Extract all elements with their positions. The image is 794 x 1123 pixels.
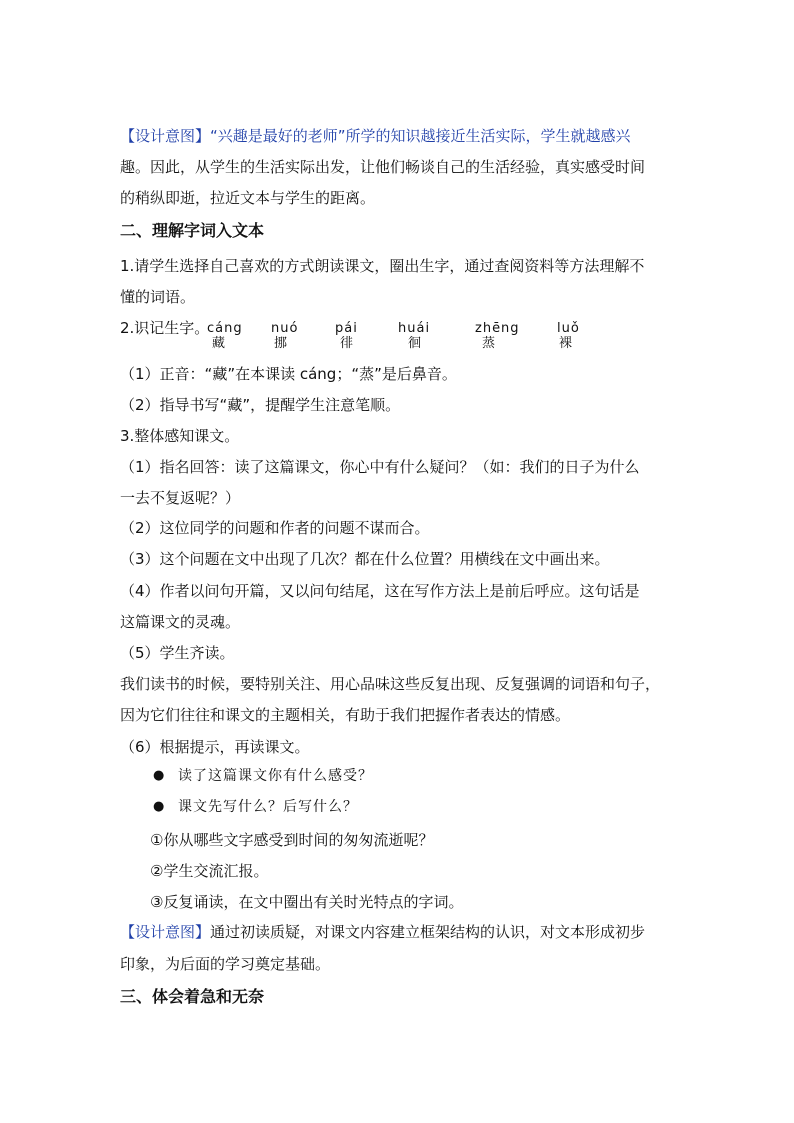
question-4-line-1: （4）作者以问句开篇，又以问句结尾，这在写作方法上是前后呼应。这句话是: [120, 582, 640, 600]
design-intent-tag: 【设计意图】: [120, 923, 211, 941]
question-6: （6）根据提示，再读课文。: [120, 738, 310, 756]
bullet-item-2: 课文先写什么？后写什么？: [178, 799, 358, 815]
note-2: （2）指导书写“藏”，提醒学生注意笔顺。: [120, 396, 401, 414]
section-heading-3: 三、体会着急和无奈: [120, 987, 265, 1006]
design-intent-2-line-2: 印象，为后面的学习奠定基础。: [120, 955, 331, 973]
reading-tip-line-1: 我们读书的时候，要特别关注、用心品味这些反复出现、反复强调的词语和句子，: [120, 675, 661, 693]
pinyin-pai: pái: [335, 321, 358, 336]
step-2: 2.识记生字。: [120, 319, 210, 337]
question-5: （5）学生齐读。: [120, 644, 235, 662]
pinyin-luo: luǒ: [557, 321, 580, 336]
char-pai: 徘: [340, 336, 354, 351]
char-zheng: 蒸: [482, 336, 496, 351]
circled-item-3: ③反复诵读，在文中圈出有关时光特点的字词。: [150, 893, 464, 911]
char-nuo: 挪: [274, 336, 288, 351]
reading-tip-line-2: 因为它们往往和课文的主题相关，有助于我们把握作者表达的情感。: [120, 706, 571, 724]
design-intent-tag: 【设计意图】: [120, 127, 211, 145]
design-intent-1-line-1: [120, 126, 631, 146]
char-cang: 藏: [212, 336, 226, 351]
question-1-line-1: （1）指名回答：读了这篇课文，你心中有什么疑问？（如：我们的日子为什么: [120, 458, 640, 476]
pinyin-cang: cáng: [207, 321, 243, 336]
step-1-line-1: 1.请学生选择自己喜欢的方式朗读课文，圈出生字，通过查阅资料等方法理解不: [120, 257, 645, 275]
bullet-dot: ●: [153, 768, 165, 783]
char-huai: 徊: [408, 336, 422, 351]
question-3: （3）这个问题在文中出现了几次？都在什么位置？用横线在文中画出来。: [120, 550, 610, 568]
question-2: （2）这位同学的问题和作者的问题不谋而合。: [120, 519, 430, 537]
pinyin-zheng: zhēng: [475, 321, 520, 336]
bullet-dot: ●: [153, 799, 165, 814]
design-intent-text: 通过初读质疑，对课文内容建立框架结构的认识，对文本形成初步: [210, 923, 646, 941]
design-intent-1-line-3: 的稍纵即逝，拉近文本与学生的距离。: [120, 189, 376, 207]
bullet-item-1: 读了这篇课文你有什么感受？: [178, 768, 373, 784]
pinyin-nuo: nuó: [271, 321, 299, 336]
design-intent-text: “兴趣是最好的老师”所学的知识越接近生活实际，学生就越感兴: [210, 127, 631, 145]
circled-item-2: ②学生交流汇报。: [150, 862, 269, 880]
section-heading-2: 二、理解字词入文本: [120, 221, 265, 240]
step-3: 3.整体感知课文。: [120, 427, 240, 445]
question-1-line-2: 一去不复返呢？）: [120, 489, 241, 507]
design-intent-2-line-1: [120, 922, 645, 942]
circled-item-1: ①你从哪些文字感受到时间的匆匆流逝呢？: [150, 831, 434, 849]
design-intent-1-line-2: 趣。因此，从学生的生活实际出发，让他们畅谈自己的生活经验，真实感受时间: [120, 158, 646, 176]
question-4-line-2: 这篇课文的灵魂。: [120, 613, 241, 631]
char-luo: 裸: [559, 336, 573, 351]
note-1: （1）正音：“藏”在本课读 cáng；“蒸”是后鼻音。: [120, 365, 457, 383]
step-1-line-2: 懂的词语。: [120, 288, 196, 306]
pinyin-huai: huái: [398, 321, 431, 336]
